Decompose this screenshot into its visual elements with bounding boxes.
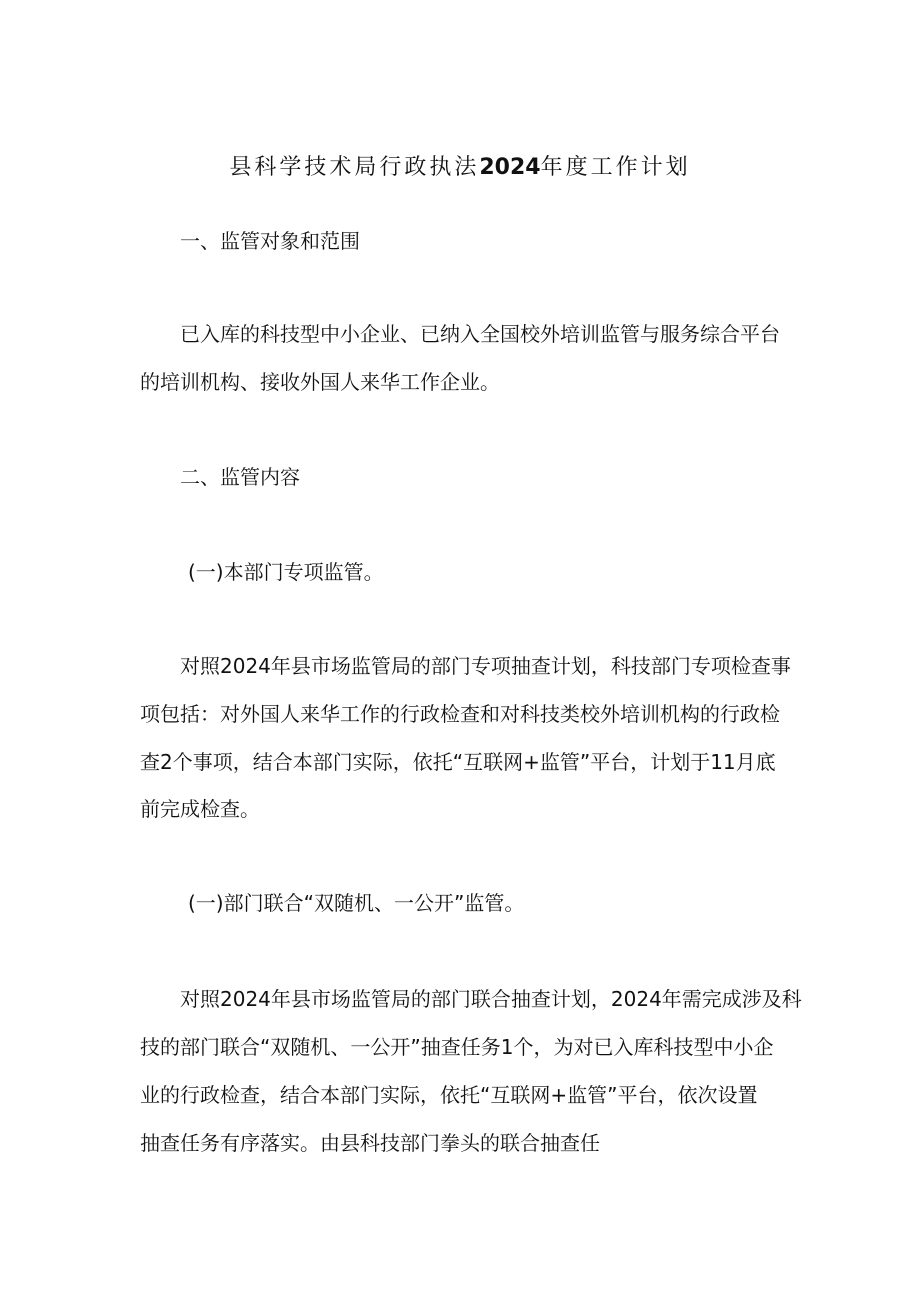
section-heading-1: 一、监管对象和范围 [180,229,360,253]
title-year: 2024 [479,155,541,180]
paragraph-line: 前完成检查。 [140,797,260,821]
paragraph-line: 的培训机构、接收外国人来华工作企业。 [140,370,500,394]
title-suffix: 年度工作计划 [540,155,691,180]
paragraph-line: 查2个事项，结合本部门实际，依托“互联网+监管”平台，计划于11月底 [140,750,776,774]
title-prefix: 县科学技术局行政执法 [229,155,480,180]
paragraph-line: 项包括：对外国人来华工作的行政检查和对科技类校外培训机构的行政检 [140,702,780,726]
paragraph-line: 业的行政检查，结合本部门实际，依托“互联网+监管”平台，依次设置 [140,1083,758,1107]
document-title [0,150,920,181]
paragraph-line: 已入库的科技型中小企业、已纳入全国校外培训监管与服务综合平台 [180,322,780,346]
subsection-heading-2: (一)部门联合“双随机、一公开”监管。 [188,891,525,915]
paragraph-line: 对照2024年县市场监管局的部门联合抽查计划，2024年需完成涉及科 [180,987,802,1011]
paragraph-line: 技的部门联合“双随机、一公开”抽查任务1个，为对已入库科技型中小企 [140,1035,774,1059]
paragraph-line: 抽查任务有序落实。由县科技部门拳头的联合抽查任 [140,1131,600,1155]
subsection-heading-1: (一)本部门专项监管。 [188,560,384,584]
paragraph-line: 对照2024年县市场监管局的部门专项抽查计划，科技部门专项检查事 [180,654,791,678]
section-heading-2: 二、监管内容 [180,465,300,489]
